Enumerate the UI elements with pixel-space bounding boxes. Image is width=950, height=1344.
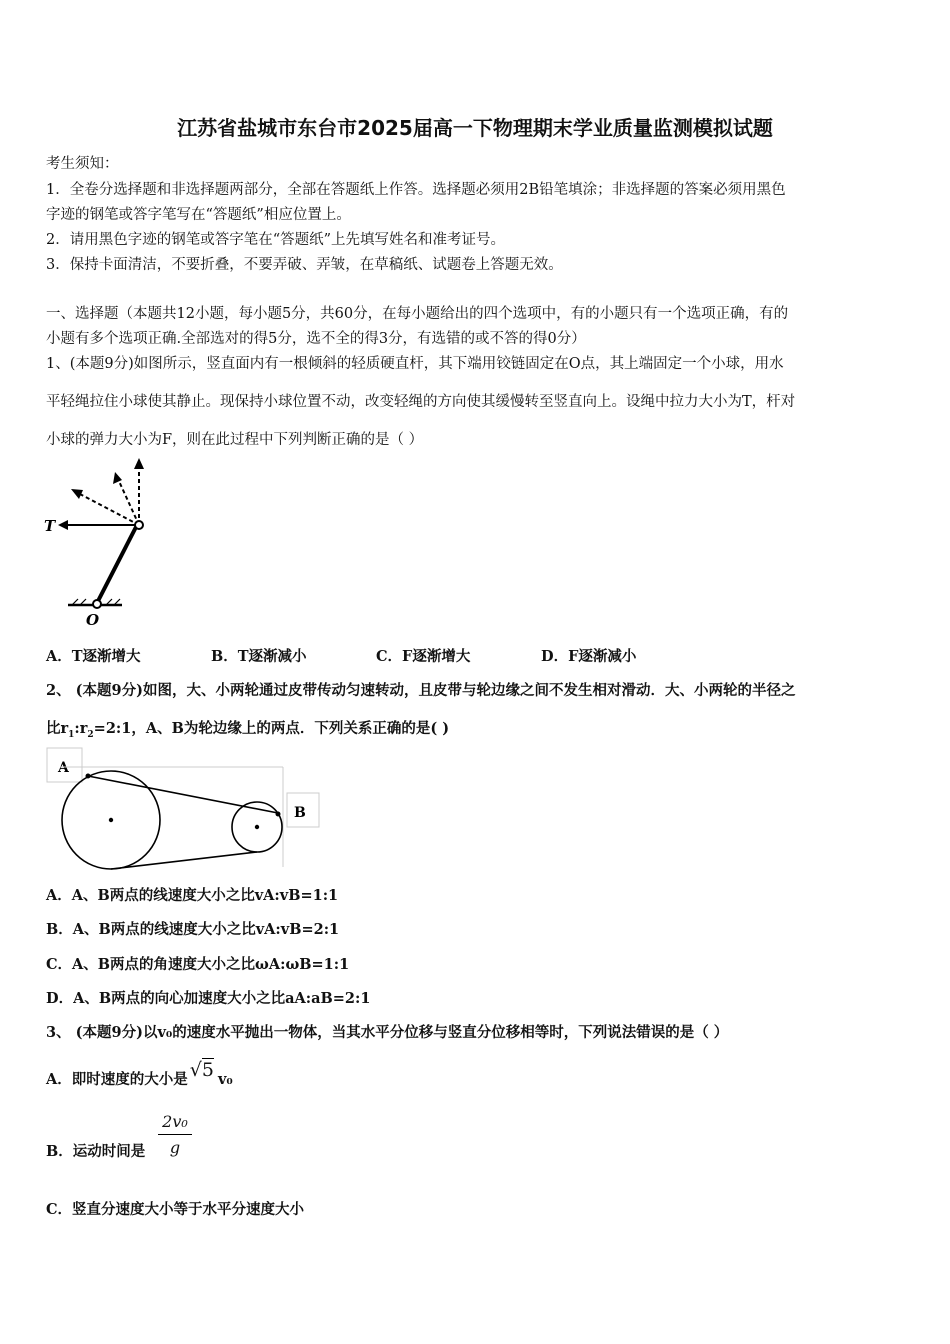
q2-option-b[interactable]: B．A、B两点的线速度大小之比vA:vB=2:1 [46,921,340,938]
q2-stem-2: 比$r_1:r_2=2:1$，A、B为轮边缘上的两点．下列关系正确的是( ) [46,720,450,740]
q2-option-a[interactable]: A．A、B两点的线速度大小之比vA:vB=1:1 [46,887,339,904]
q1-option-a[interactable]: A．T逐渐增大 [46,648,141,665]
q2-option-d[interactable]: D．A、B两点的向心加速度大小之比aA:aB=2:1 [46,990,371,1007]
q2-option-c[interactable]: C．A、B两点的角速度大小之比ωA:ωB=1:1 [46,956,350,973]
notice-item-3: 3．保持卡面清洁，不要折叠，不要弄破、弄皱，在草稿纸、试题卷上答题无效。 [46,257,563,273]
section-intro-1: 一、选择题（本题共12小题，每小题5分，共60分，在每小题给出的四个选项中，有的小题只有一个选项正确，有的 [46,306,789,322]
q2-figure [46,747,321,872]
q1-stem-1: 1、(本题9分)如图所示，竖直面内有一根倾斜的轻质硬直杆，其下端用铰链固定在O点，其上端固定一个小球，用水 [46,356,784,372]
q3-option-a[interactable]: A．即时速度的大小是 √5 v₀ [46,1059,233,1088]
q2-fig-label-B: B [294,805,306,821]
notice-item-1: 1．全卷分选择题和非选择题两部分，全部在答题纸上作答。选择题必须用2B铅笔填涂；非选择题的答案必须用黑色 [46,182,786,198]
q3-stem: 3、 (本题9分)以v₀的速度水平抛出一物体，当其水平分位移与竖直分位移相等时，下列说法错误的是（ ） [46,1024,729,1041]
q1-option-d[interactable]: D．F逐渐减小 [541,648,637,665]
q3-option-b[interactable]: B．运动时间是 [46,1143,146,1160]
q1-stem-2: 平轻绳拉住小球使其静止。现保持小球位置不动，改变轻绳的方向使其缓慢转至竖直向上。设绳中拉力大小为T，杆对 [46,394,796,410]
q1-stem-3: 小球的弹力大小为F，则在此过程中下列判断正确的是（ ） [46,432,424,448]
q2-fig-label-A: A [58,760,69,776]
q1-fig-label-T: T [44,517,56,535]
notice-item-2: 2．请用黑色字迹的钢笔或答字笔在“答题纸”上先填写姓名和准考证号。 [46,232,506,248]
q2-stem-1: 2、 (本题9分)如图，大、小两轮通过皮带传动匀速转动，且皮带与轮边缘之间不发生相对滑动．大、小两轮的半径之 [46,682,796,699]
q3-option-b-fraction: 2v₀ g [158,1112,192,1157]
notice-item-1-cont: 字迹的钢笔或答字笔写在“答题纸”相应位置上。 [46,207,351,223]
section-intro-2: 小题有多个选项正确.全部选对的得5分，选不全的得3分，有选错的或不答的得0分） [46,331,586,347]
q1-figure [40,455,170,630]
q3-option-c[interactable]: C．竖直分速度大小等于水平分速度大小 [46,1201,305,1218]
page-title: 江苏省盐城市东台市2025届高一下物理期末学业质量监测模拟试题 [177,116,773,140]
q1-option-c[interactable]: C．F逐渐增大 [376,648,471,665]
q1-fig-label-O: O [86,611,100,629]
notice-heading: 考生须知： [46,156,119,172]
q1-option-b[interactable]: B．T逐渐减小 [211,648,307,665]
